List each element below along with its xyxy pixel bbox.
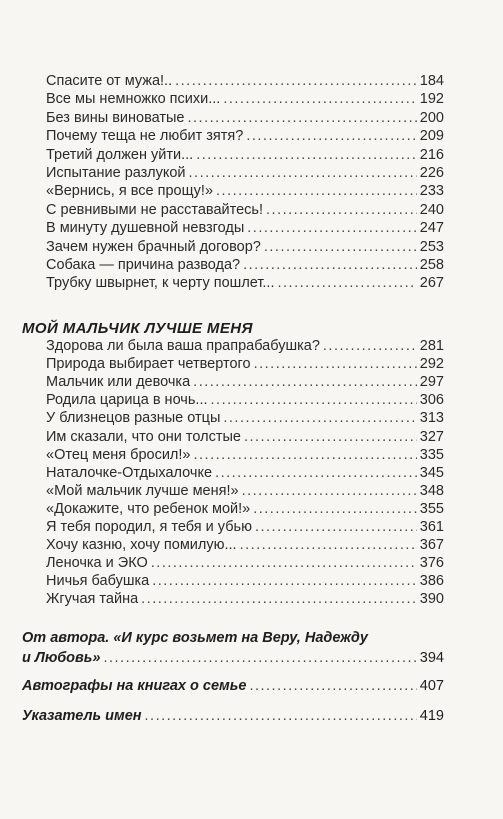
entry-title: «Отец меня бросил!» xyxy=(46,446,191,463)
dot-leader xyxy=(323,337,417,355)
toc-entry xyxy=(46,109,444,127)
toc-entry xyxy=(46,391,444,409)
page-number: 306 xyxy=(419,392,444,409)
toc-entry xyxy=(46,355,444,373)
dot-leader xyxy=(277,274,416,292)
entry-title: Родила царица в ночь... xyxy=(46,392,208,409)
dot-leader xyxy=(243,256,417,274)
page-number: 209 xyxy=(419,128,444,145)
page-number: 335 xyxy=(419,446,444,463)
entry-title: Здорова ли была ваша прапрабабушка? xyxy=(46,338,320,354)
page-number: 376 xyxy=(419,555,444,572)
dot-leader xyxy=(196,146,417,164)
toc-entry xyxy=(46,464,444,482)
dot-leader xyxy=(193,373,417,391)
toc-entry xyxy=(46,182,444,200)
dot-leader xyxy=(242,482,417,500)
page-number: 233 xyxy=(419,183,444,200)
toc-entry xyxy=(46,428,444,446)
page-number: 345 xyxy=(419,464,444,481)
dot-leader xyxy=(266,201,417,219)
page-number: 184 xyxy=(419,73,444,89)
toc-entry xyxy=(46,572,444,590)
toc-entry xyxy=(46,482,444,500)
entry-title: Без вины виноватые xyxy=(46,109,185,126)
section-heading: МОЙ МАЛЬЧИК ЛУЧШЕ МЕНЯ xyxy=(22,320,253,337)
entry-title: Собака — причина развода? xyxy=(46,257,241,273)
entry-title: Третий должен уйти... xyxy=(46,146,194,163)
dot-leader xyxy=(145,705,417,727)
dot-leader xyxy=(223,409,416,427)
dot-leader xyxy=(175,72,417,90)
toc-entry xyxy=(46,219,444,237)
page-number: 200 xyxy=(419,109,444,126)
entry-title: Леночка и ЭКО xyxy=(46,555,148,572)
dot-leader xyxy=(247,219,417,237)
author-note-title-line1: От автора. «И курс возьмет на Веру, Надежду xyxy=(22,630,368,646)
toc-entry xyxy=(46,127,444,145)
toc-entry xyxy=(46,500,444,518)
entry-title: У близнецов разные отцы xyxy=(46,410,221,427)
toc-entry-index xyxy=(22,705,444,727)
page-number: 394 xyxy=(419,650,444,666)
page-number: 355 xyxy=(419,500,444,517)
toc-entry xyxy=(46,238,444,256)
entry-title: Наталочке-Отдыхалочке xyxy=(46,464,213,481)
dot-leader xyxy=(193,446,416,464)
entry-title: Жгучая тайна xyxy=(46,591,139,608)
toc-entry xyxy=(46,373,444,391)
page-number: 240 xyxy=(419,201,444,218)
page-number: 419 xyxy=(419,708,444,724)
dot-leader xyxy=(211,391,417,409)
page-number: 253 xyxy=(419,238,444,255)
page-number: 313 xyxy=(419,410,444,427)
page-number: 258 xyxy=(419,257,444,273)
dot-leader xyxy=(223,90,416,108)
entry-title: Все мы немножко психи... xyxy=(46,91,221,108)
toc-entry xyxy=(46,256,444,274)
toc-entry-author-note xyxy=(22,647,444,669)
toc-entry-autographs xyxy=(22,675,444,697)
dot-leader xyxy=(264,238,417,256)
page-number: 361 xyxy=(419,519,444,535)
page-number: 247 xyxy=(419,220,444,237)
entry-title: Природа выбирает четвертого xyxy=(46,356,251,373)
page-number: 390 xyxy=(419,591,444,608)
page-number: 367 xyxy=(419,537,444,554)
dot-leader xyxy=(103,647,416,669)
entry-title: Ничья бабушка xyxy=(46,573,150,590)
page-number: 216 xyxy=(419,146,444,163)
page-number: 292 xyxy=(419,356,444,373)
toc-entry xyxy=(46,518,444,536)
dot-leader xyxy=(244,428,417,446)
toc-entry xyxy=(46,90,444,108)
entry-title: Трубку швырнет, к черту пошлет... xyxy=(46,275,275,292)
page-number: 297 xyxy=(419,374,444,391)
entry-title: Зачем нужен брачный договор? xyxy=(46,238,261,255)
toc-entry xyxy=(46,337,444,355)
entry-title: С ревнивыми не расставайтесь! xyxy=(46,201,264,218)
dot-leader xyxy=(215,464,417,482)
page-number: 348 xyxy=(419,482,444,499)
toc-entry xyxy=(46,146,444,164)
toc-entry xyxy=(46,164,444,182)
dot-leader xyxy=(240,536,417,554)
page-number: 267 xyxy=(419,275,444,292)
entry-title: Испытание разлукой xyxy=(46,165,186,181)
dot-leader xyxy=(189,164,417,182)
toc-entry xyxy=(46,72,444,90)
page-number: 281 xyxy=(419,338,444,354)
toc-entry xyxy=(46,274,444,292)
toc-entry xyxy=(46,590,444,608)
page-number: 386 xyxy=(419,573,444,590)
entry-title: «Вернись, я все прощу!» xyxy=(46,183,214,200)
toc-entry xyxy=(46,536,444,554)
dot-leader xyxy=(152,572,417,590)
toc-entry xyxy=(46,201,444,219)
entry-title: Почему теща не любит зятя? xyxy=(46,128,244,145)
dot-leader xyxy=(254,355,417,373)
dot-leader xyxy=(188,109,417,127)
dot-leader xyxy=(151,554,417,572)
page-number: 327 xyxy=(419,428,444,445)
entry-title: Автографы на книгах о семье xyxy=(22,678,247,694)
entry-title: «Докажите, что ребенок мой!» xyxy=(46,500,251,517)
dot-leader xyxy=(246,127,416,145)
dot-leader xyxy=(253,500,417,518)
entry-title: Я тебя породил, я тебя и убью xyxy=(46,519,252,535)
dot-leader xyxy=(216,182,417,200)
entry-title: «Мой мальчик лучше меня!» xyxy=(46,482,239,499)
entry-title: Мальчик или девочка xyxy=(46,374,191,391)
toc-entry xyxy=(46,446,444,464)
dot-leader xyxy=(255,518,417,536)
dot-leader xyxy=(249,675,416,697)
entry-title: Им сказали, что они толстые xyxy=(46,428,241,445)
toc-entry xyxy=(46,409,444,427)
page-number: 407 xyxy=(419,678,444,694)
page-number: 226 xyxy=(419,165,444,181)
entry-title: Указатель имен xyxy=(22,708,142,724)
dot-leader xyxy=(141,590,417,608)
entry-title: и Любовь» xyxy=(22,650,101,666)
page-number: 192 xyxy=(419,91,444,108)
entry-title: Спасите от мужа!.. xyxy=(46,73,173,89)
entry-title: Хочу казню, хочу помилую... xyxy=(46,537,237,554)
toc-entry xyxy=(46,554,444,572)
entry-title: В минуту душевной невзгоды xyxy=(46,220,245,237)
